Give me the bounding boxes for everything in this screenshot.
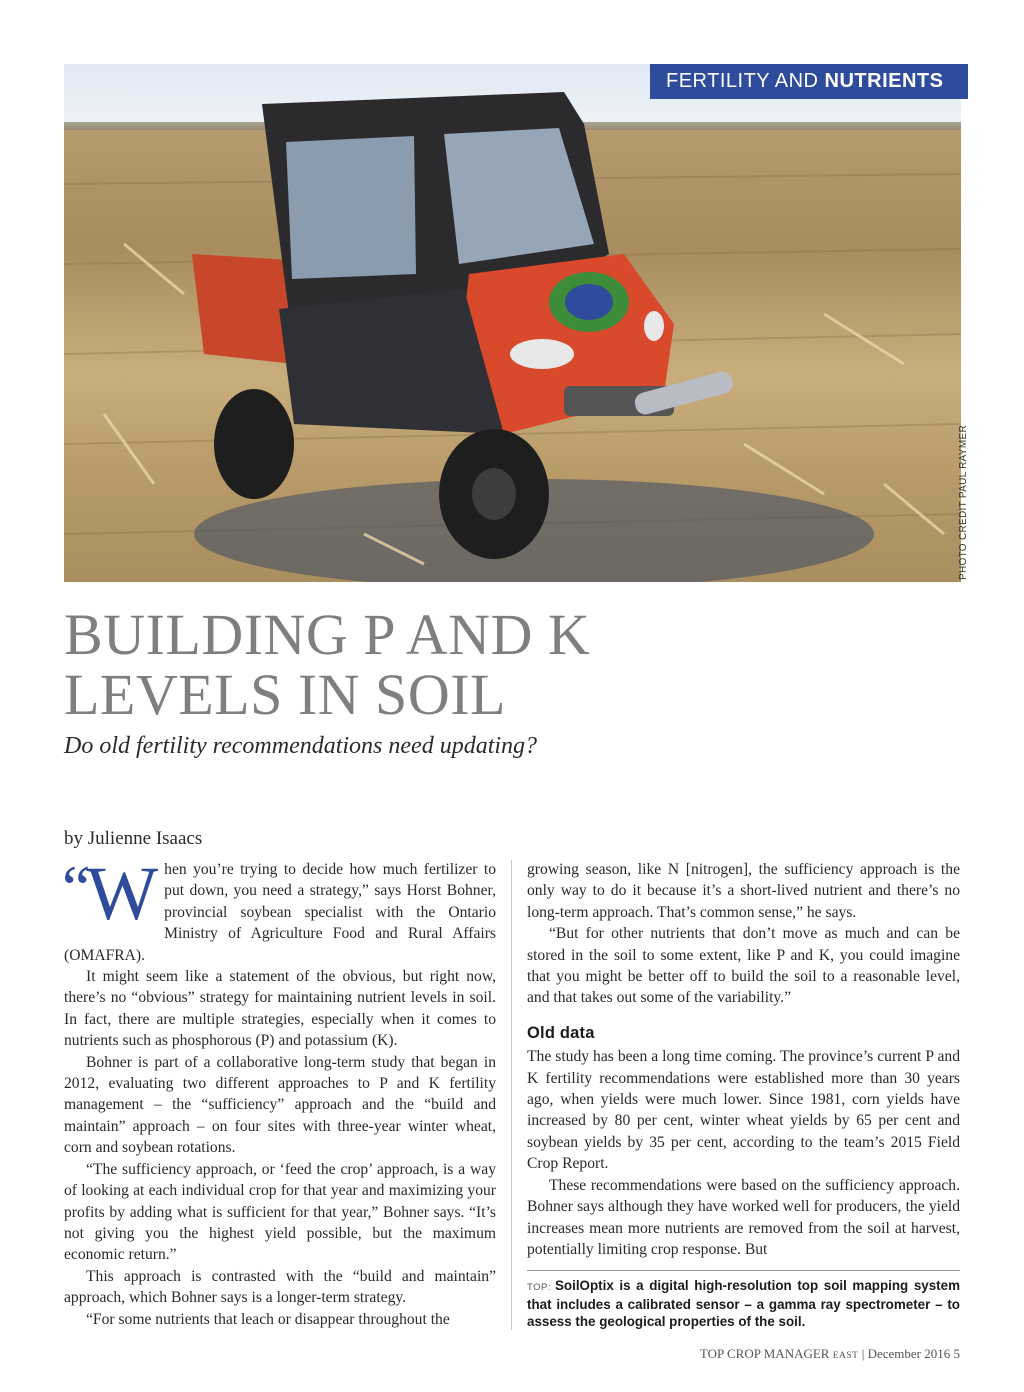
footer-separator: | xyxy=(861,1346,865,1361)
footer-magazine: TOP CROP MANAGER xyxy=(699,1346,830,1361)
paragraph: hen you’re trying to decide how much fertilizer to put down, you need a strategy,” says Horst Bohner, provincial soybean specialist with the Ontario Ministry of Agriculture Food and Rural Affairs (OMAFRA). xyxy=(64,861,496,964)
utility-vehicle-illustration xyxy=(64,64,961,582)
paragraph: Bohner is part of a collaborative long-term study that began in 2012, evaluating two different approaches to P and K fertility management – the “sufficiency” approach and the “build and maintain” approach – on four sites with three-year winter wheat, corn and soybean rotations. xyxy=(64,1053,496,1157)
photo-caption xyxy=(527,1270,960,1330)
headline-line-1: BUILDING P AND K xyxy=(64,602,591,667)
dek: Do old fertility recommendations need updating? xyxy=(64,733,538,759)
right-column xyxy=(527,859,960,1260)
dropcap-quote: “ xyxy=(62,852,91,923)
left-column xyxy=(62,852,496,1330)
page-footer xyxy=(700,1346,960,1362)
paragraph: “For some nutrients that leach or disappear throughout the xyxy=(86,1310,450,1328)
paragraph: “The sufficiency approach, or ‘feed the crop’ approach, is a way of looking at each individual crop for that year and maximizing your profits by adding what is sufficient for that year,” Bohner says. “It’s not giving you the highest yield possible, but the maximum economic return.” xyxy=(64,1160,496,1264)
footer-date: December 2016 xyxy=(867,1346,951,1361)
paragraph: This approach is contrasted with the “build and maintain” approach, which Bohner says is a longer-term strategy. xyxy=(64,1267,496,1307)
footer-page-number: 5 xyxy=(953,1346,960,1361)
section-tag-light: FERTILITY AND xyxy=(666,70,819,92)
paragraph: These recommendations were based on the sufficiency approach. Bohner says although they have worked well for producers, the yield increases mean more nutrients are removed from the soil at harvest, potentially limiting crop response. But xyxy=(527,1176,960,1258)
subheading: Old data xyxy=(527,1023,595,1042)
footer-edition: EAST xyxy=(832,1351,859,1361)
opening-paragraph xyxy=(62,852,496,966)
hero-photo xyxy=(64,64,961,582)
headline xyxy=(64,602,764,727)
paragraph: growing season, like N [nitrogen], the sufficiency approach is the only way to do it because it’s a short-lived nutrient and there’s no long-term approach. That’s common sense,” he says. xyxy=(527,861,960,921)
caption-lead: TOP: xyxy=(527,1282,551,1293)
byline: by Julienne Isaacs xyxy=(64,828,203,849)
headline-line-2: LEVELS IN SOIL xyxy=(64,662,506,727)
dropcap-letter: W xyxy=(86,852,159,936)
section-tag xyxy=(650,64,968,99)
column-divider xyxy=(511,860,512,1330)
paragraph: “But for other nutrients that don’t move as much and can be stored in the soil to some extent, like P and K, you could imagine that you might be better off to build the soil to a reasonable level, and that takes out some of the variability.” xyxy=(527,925,960,1007)
photo-credit: PHOTO CREDIT PAUL RAYMER xyxy=(958,424,969,580)
paragraph: The study has been a long time coming. The province’s current P and K fertility recommendations were established more than 30 years ago, when yields were much lower. Since 1981, corn yields have increased by 80 per cent, winter wheat yields by 65 per cent and soybean yields by 35 per cent, according to the team’s 2015 Field Crop Report. xyxy=(527,1048,960,1173)
dropcap xyxy=(62,852,159,936)
paragraph: It might seem like a statement of the obvious, but right now, there’s no “obvious” strategy for maintaining nutrient levels in soil. In fact, there are multiple strategies, especially when it comes to nutrients such as phosphorous (P) and potassium (K). xyxy=(64,968,496,1050)
caption-text: SoilOptix is a digital high-resolution top soil mapping system that includes a calibrated sensor – a gamma ray spectrometer – to assess the geological properties of the soil. xyxy=(527,1278,960,1329)
section-tag-bold: NUTRIENTS xyxy=(824,70,944,92)
